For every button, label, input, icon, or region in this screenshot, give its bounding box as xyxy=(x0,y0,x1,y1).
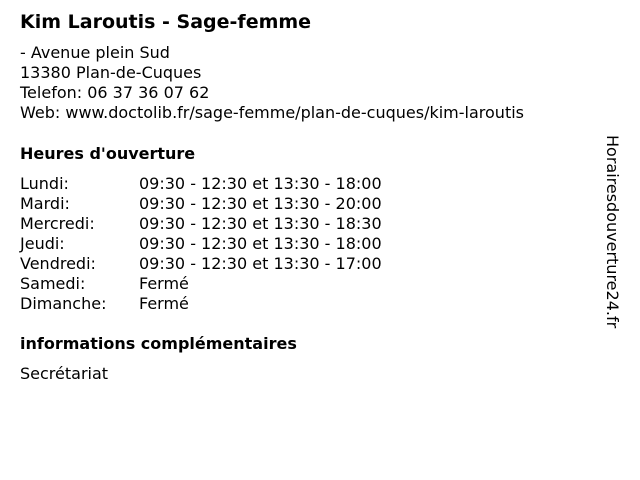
day-label: Samedi: xyxy=(20,274,86,293)
address-city: 13380 Plan-de-Cuques xyxy=(20,63,202,82)
day-label: Dimanche: xyxy=(20,294,107,313)
day-times: 09:30 - 12:30 et 13:30 - 18:00 xyxy=(139,174,382,193)
phone-number: Telefon: 06 37 36 07 62 xyxy=(20,83,210,102)
day-times: 09:30 - 12:30 et 13:30 - 17:00 xyxy=(139,254,382,273)
website-link[interactable]: Web: www.doctolib.fr/sage-femme/plan-de-cuques/kim-laroutis xyxy=(20,103,524,122)
day-times: 09:30 - 12:30 et 13:30 - 18:30 xyxy=(139,214,382,233)
day-label: Vendredi: xyxy=(20,254,96,273)
day-label: Jeudi: xyxy=(20,234,65,253)
business-title: Kim Laroutis - Sage-femme xyxy=(20,11,312,33)
address-street: - Avenue plein Sud xyxy=(20,43,170,62)
day-times: 09:30 - 12:30 et 13:30 - 20:00 xyxy=(139,194,382,213)
day-label: Mardi: xyxy=(20,194,70,213)
opening-hours-heading: Heures d'ouverture xyxy=(20,144,196,163)
day-times: 09:30 - 12:30 et 13:30 - 18:00 xyxy=(139,234,382,253)
day-times: Fermé xyxy=(139,294,189,313)
day-label: Mercredi: xyxy=(20,214,95,233)
additional-info-text: Secrétariat xyxy=(20,364,109,383)
site-watermark: Horairesdouverture24.fr xyxy=(603,135,622,329)
day-times: Fermé xyxy=(139,274,189,293)
additional-info-heading: informations complémentaires xyxy=(20,334,297,353)
address-block xyxy=(20,43,524,123)
day-label: Lundi: xyxy=(20,174,69,193)
